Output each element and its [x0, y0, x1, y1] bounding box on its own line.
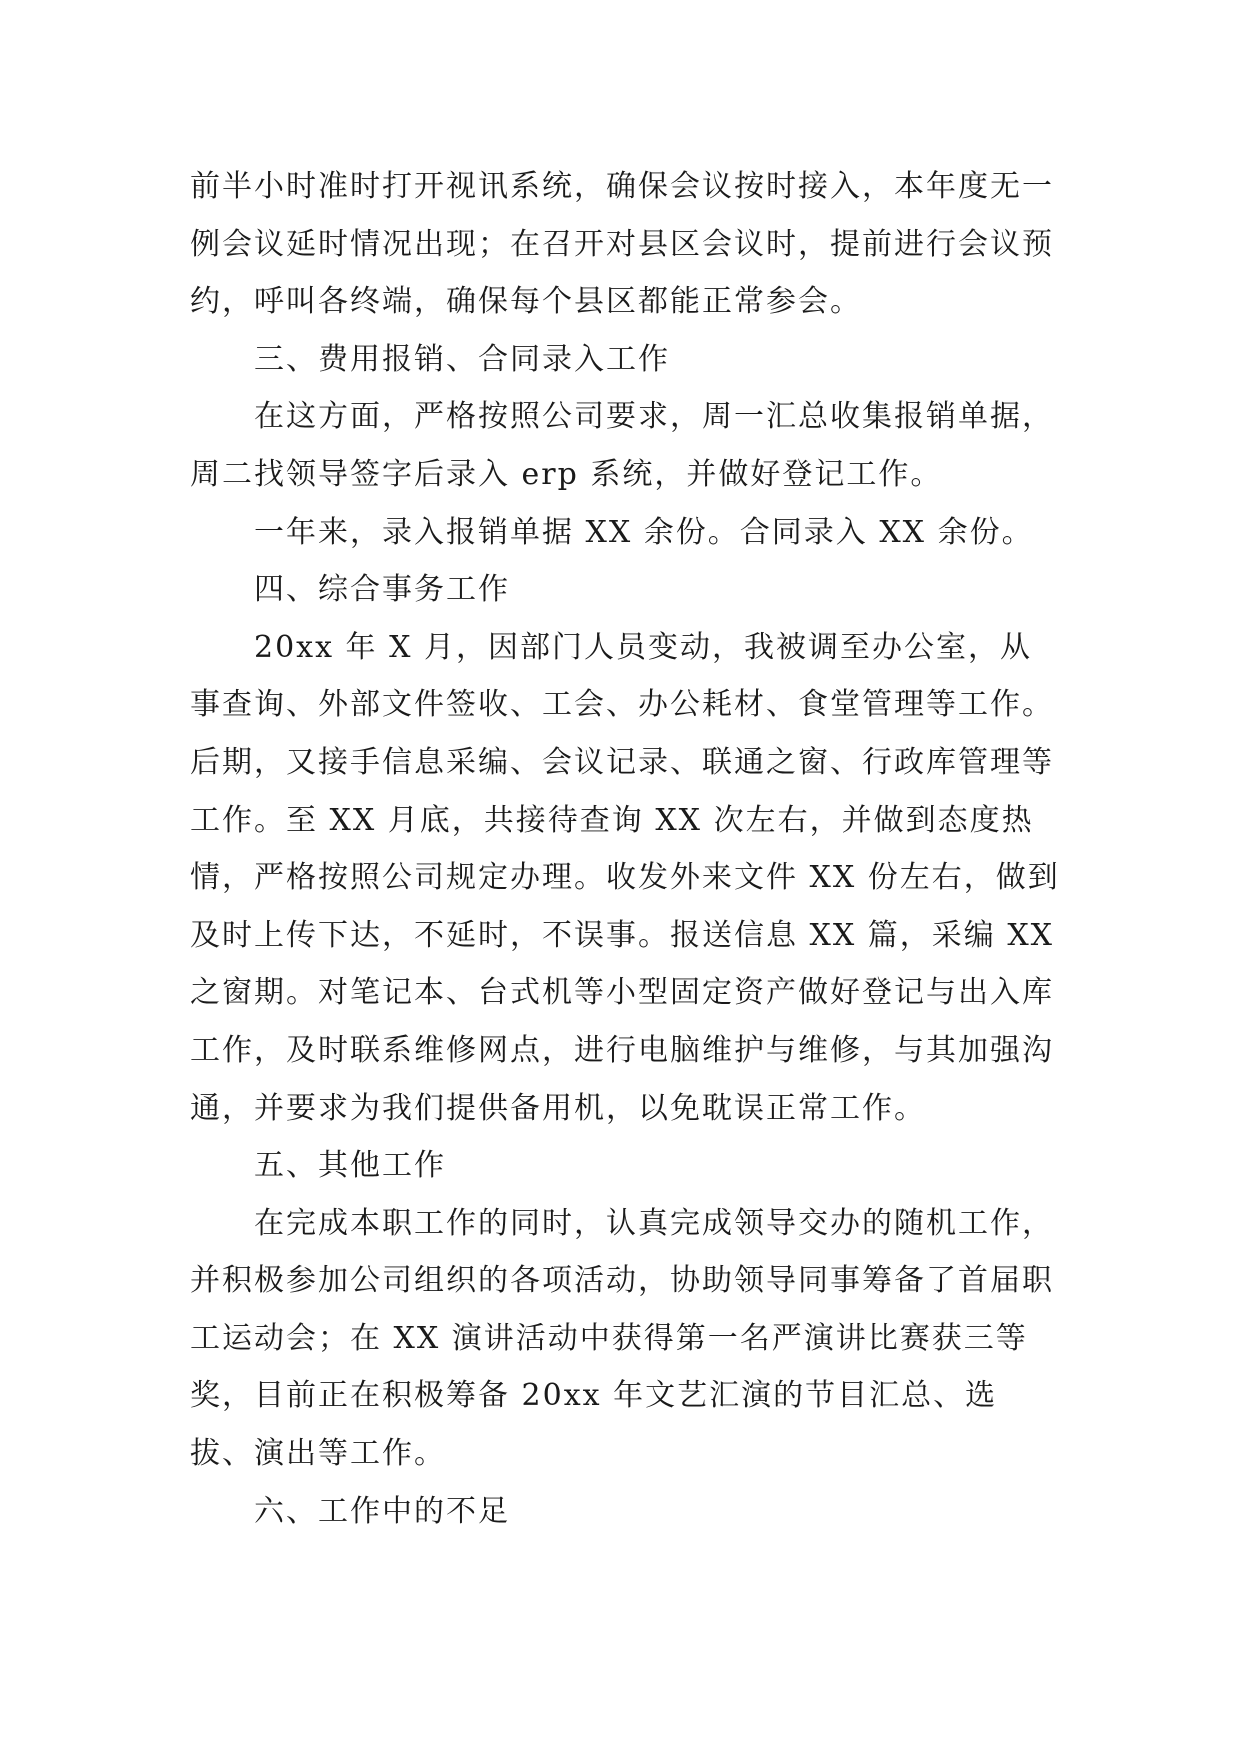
section-heading-other-work: 五、其他工作: [254, 1148, 446, 1184]
section-heading-expense-contract: 三、费用报销、合同录入工作: [254, 341, 670, 377]
paragraph-other-work: 在完成本职工作的同时，认真完成领导交办的随机工作，并积极参加公司组织的各项活动，协助领导同事筹备了首届职工运动会；在 XX 演讲活动中获得第一名严演讲比赛获三等奖，目前正在积极筹备 20xx 年文艺汇演的节目汇总、选拔、演出等工作。: [190, 1205, 1054, 1472]
paragraph-expense-process: 在这方面，严格按照公司要求，周一汇总收集报销单据，周二找领导签字后录入 erp 系统，并做好登记工作。: [190, 399, 1054, 492]
paragraph-meeting-system: 前半小时准时打开视讯系统，确保会议按时接入，本年度无一例会议延时情况出现；在召开对县区会议时，提前进行会议预约，呼叫各终端，确保每个县区都能正常参会。: [190, 169, 1054, 320]
section-heading-shortcomings: 六、工作中的不足: [254, 1493, 510, 1529]
document-body: [190, 158, 1060, 1540]
paragraph-general-affairs: 20xx 年 X 月，因部门人员变动，我被调至办公室，从事查询、外部文件签收、工会、办公耗材、食堂管理等工作。后期，又接手信息采编、会议记录、联通之窗、行政库管理等工作。至 XX 月底，共接待查询 XX 次左右，并做到态度热情，严格按照公司规定办理。收发外来文件 XX 份左右，做到及时上传下达，不延时，不误事。报送信息 XX 篇，采编 XX 之窗期。对笔记本、台式机等小型固定资产做好登记与出入库工作，及时联系维修网点，进行电脑维护与维修，与其加强沟通，并要求为我们提供备用机，以免耽误正常工作。: [190, 629, 1060, 1126]
section-heading-general-affairs: 四、综合事务工作: [254, 572, 510, 608]
paragraph-expense-count: 一年来，录入报销单据 XX 余份。合同录入 XX 余份。: [254, 514, 1034, 550]
